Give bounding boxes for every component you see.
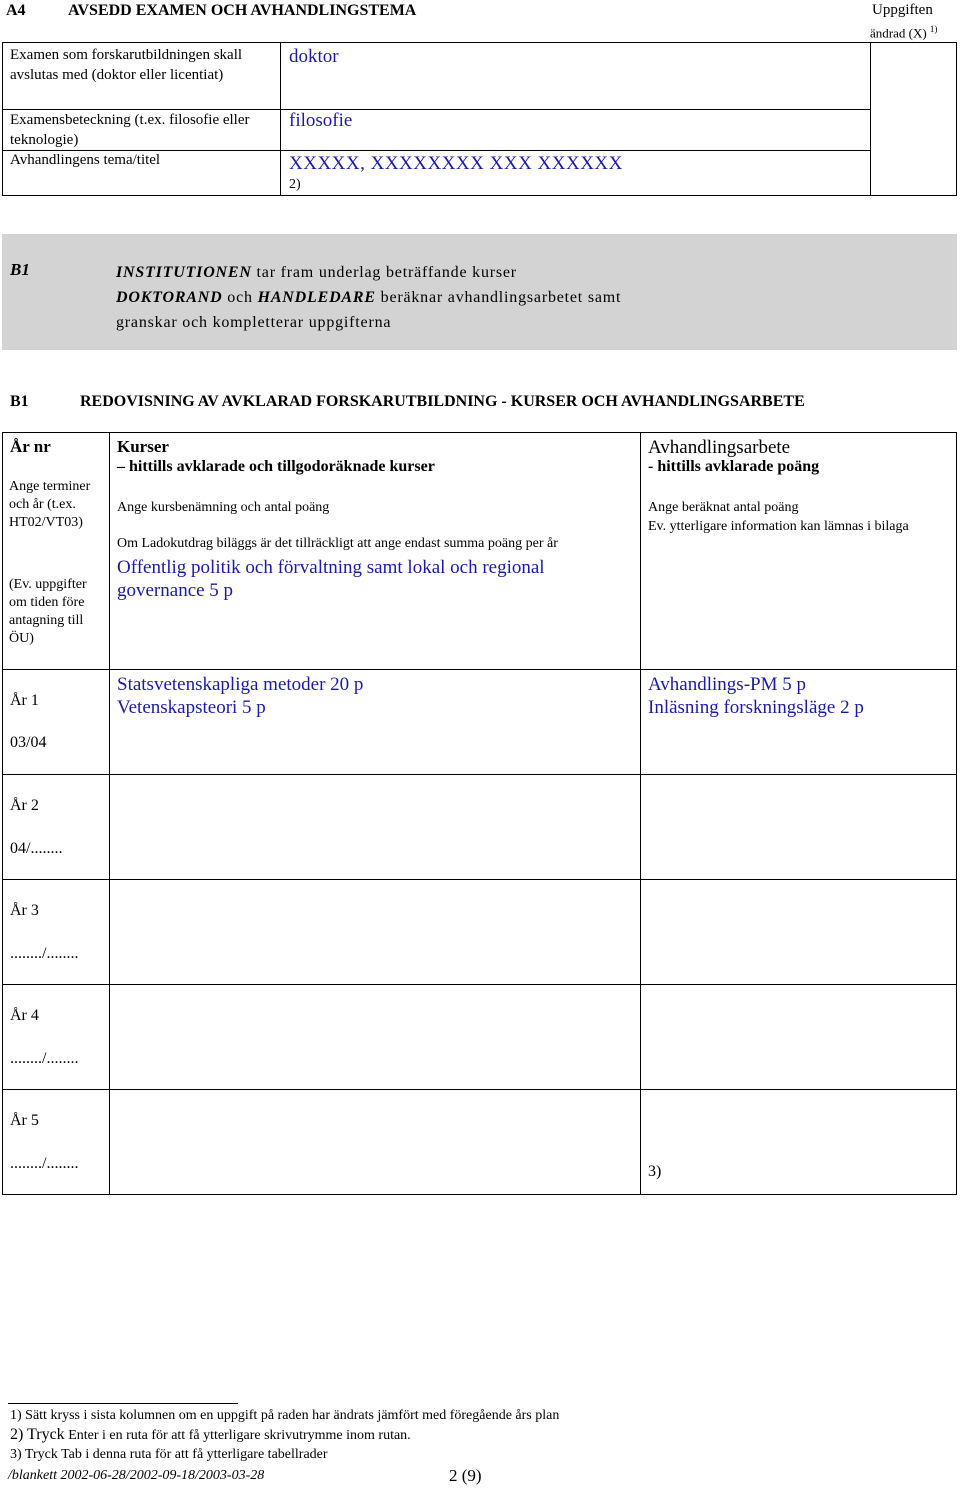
year-term[interactable]: ......../........ [10,945,79,962]
thesis-item: Avhandlings-PM 5 p [648,674,806,695]
a4-label-designation: Examensbeteckning (t.ex. filosofie eller teknologie) [10,112,250,148]
col-thesis-head: Avhandlingsarbete [648,437,791,458]
page-number: 2 (9) [449,1466,482,1485]
a4-label-exam: Examen som forskarutbildningen skall avslutas med (doktor eller licentiat) [10,47,243,83]
section-code-a4: A4 [6,2,26,19]
col-thesis-hint-extra: Ev. ytterligare information kan lämnas i bilaga [648,519,909,534]
a4-value-thesis-title[interactable]: XXXXX, XXXXXXXX XXX XXXXXX [289,153,623,174]
b1-banner-code: B1 [10,260,30,279]
col-year-hint-prior: (Ev. uppgifter om tiden före antagning till ÖU) [9,577,87,646]
year-label: År 4 [10,1007,39,1024]
footnote-1: 1) Sätt kryss i sista kolumnen om en uppgift på raden har ändrats jämfört med föregående års plan [10,1408,560,1423]
changed-header-sub: ändrad (X) $^{1)}$ [870,24,938,41]
footnote-3: 3) Tryck Tab i denna ruta för att få ytterligare tabellrader [10,1447,328,1462]
a4-label-thesis-title: Avhandlingens tema/titel [10,152,161,168]
prior-courses-value[interactable]: Offentlig politik och förvaltning samt lokal och regional governance 5 p [117,557,545,601]
thesis-item: Inläsning forskningsläge 2 p [648,697,864,718]
col-courses-hint: Ange kursbenämning och antal poäng [117,500,330,515]
a4-value-exam[interactable]: doktor [289,46,339,67]
a4-value-designation[interactable]: filosofie [289,110,353,131]
course-item: Vetenskapsteori 5 p [117,697,266,718]
changed-header: Uppgiften [872,2,933,18]
year-term[interactable]: 03/04 [10,734,47,751]
year-label: År 2 [10,797,39,814]
b1-section-code: B1 [10,393,29,410]
year-term[interactable]: ......../........ [10,1155,79,1172]
form-id: /blankett 2002-06-28/2002-09-18/2003-03-28 [8,1468,265,1483]
b1-banner-text: INSTITUTIONEN tar fram underlag beträffande kurser DOKTORAND och HANDLEDARE beräknar avhandlingsarbetet samt granskar och kompletterar uppgifterna [116,264,622,331]
col-thesis-sub: - hittills avklarade poäng [648,458,820,475]
course-item: Statsvetenskapliga metoder 20 p [117,674,364,695]
year1-thesis[interactable] [648,673,864,719]
footnote-2: 2) Tryck Enter i en ruta för att få ytterligare skrivutrymme inom rutan. [10,1426,411,1443]
col-courses-head: Kurser [117,437,169,456]
year-label: År 1 [10,692,39,709]
col-year-hint: Ange terminer och år (t.ex. HT02/VT03) [9,479,91,530]
table-note: 3) [648,1163,662,1180]
col-courses-hint-ladok: Om Ladokutdrag biläggs är det tillräckligt att ange endast summa poäng per år [117,536,558,551]
year-term[interactable]: 04/........ [10,840,63,857]
b1-section-title: REDOVISNING AV AVKLARAD FORSKARUTBILDNING - KURSER OCH AVHANDLINGSARBETE [80,393,805,410]
year1-courses[interactable] [117,673,363,719]
year-term[interactable]: ......../........ [10,1050,79,1067]
year-label: År 5 [10,1112,39,1129]
col-year-head: År nr [10,437,51,456]
col-courses-sub: – hittills avklarade och tillgodoräknade kurser [117,458,435,475]
a4-thesis-note: 2) [289,177,301,192]
year-label: År 3 [10,902,39,919]
col-thesis-hint: Ange beräknat antal poäng [648,500,799,515]
section-title-a4: AVSEDD EXAMEN OCH AVHANDLINGSTEMA [68,2,417,19]
